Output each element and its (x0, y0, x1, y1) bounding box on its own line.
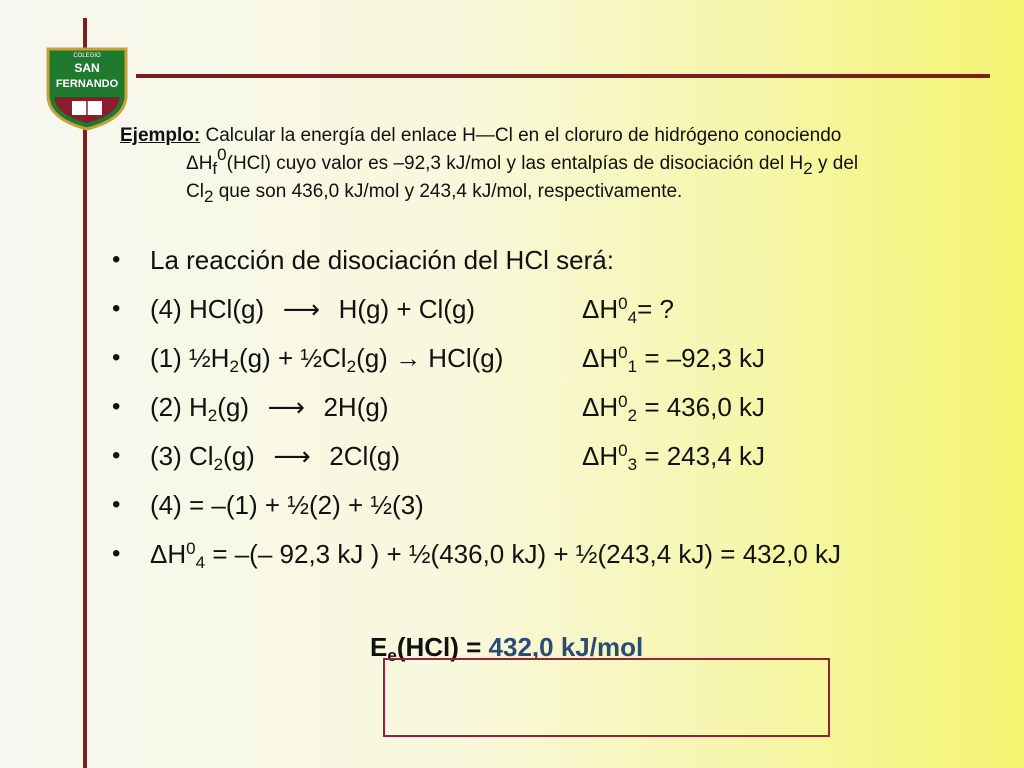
example-line-1: Calcular la energía del enlace H—Cl en el cloruro de hidrógeno conociendo (205, 125, 842, 146)
result-label: $E_e(HCl)$ = (370, 632, 482, 665)
list-item: • (3) $Cl_2(g)$ ⟶ 2Cl(g) $\Delta H^0_3 = 243,4$ kJ (112, 434, 841, 483)
example-line-3: $Cl_2$ que son 436,0 kJ/mol y 243,4 kJ/mol, respectivamente. (186, 181, 683, 206)
result-value: 432,0 kJ/mol (488, 632, 644, 662)
example-label: Ejemplo: (120, 125, 201, 146)
svg-text:SAN: SAN (74, 61, 100, 75)
solution-list (112, 238, 841, 581)
result-box (383, 658, 830, 737)
example-statement (120, 122, 1000, 206)
school-crest-logo (44, 45, 130, 131)
example-line-2: $\Delta H_f^0(HCl)$ cuyo valor es –92,3 kJ/mol y las entalpías de disociación del $H_2$ y del (186, 145, 859, 178)
svg-text:FERNANDO: FERNANDO (55, 78, 119, 90)
list-item: • (2) $H_2(g)$ ⟶ 2H(g) $\Delta H^0_2 = 436,0$ kJ (112, 385, 841, 434)
list-item: • (4) = –(1) + ½(2) + ½(3) (112, 483, 841, 532)
list-item: • (4) HCl(g) ⟶ H(g) + Cl(g) $\Delta H^0_4=$ ? (112, 287, 841, 336)
list-item: • (1) $\frac{1}{2}H_2(g)$ + $\frac{1}{2}Cl_2(g) \to HCl(g) \Delta H^0_1 = -92,3$ kJ (112, 336, 841, 385)
horizontal-rule (136, 74, 990, 78)
svg-text:COLEGIO: COLEGIO (73, 53, 101, 59)
list-item: • $\Delta H^0_4$ = –(– 92,3 kJ ) + ½(436,0 kJ) + ½(243,4 kJ) = 432,0 kJ (112, 532, 841, 581)
list-item: • La reacción de disociación del HCl será: (112, 238, 841, 287)
